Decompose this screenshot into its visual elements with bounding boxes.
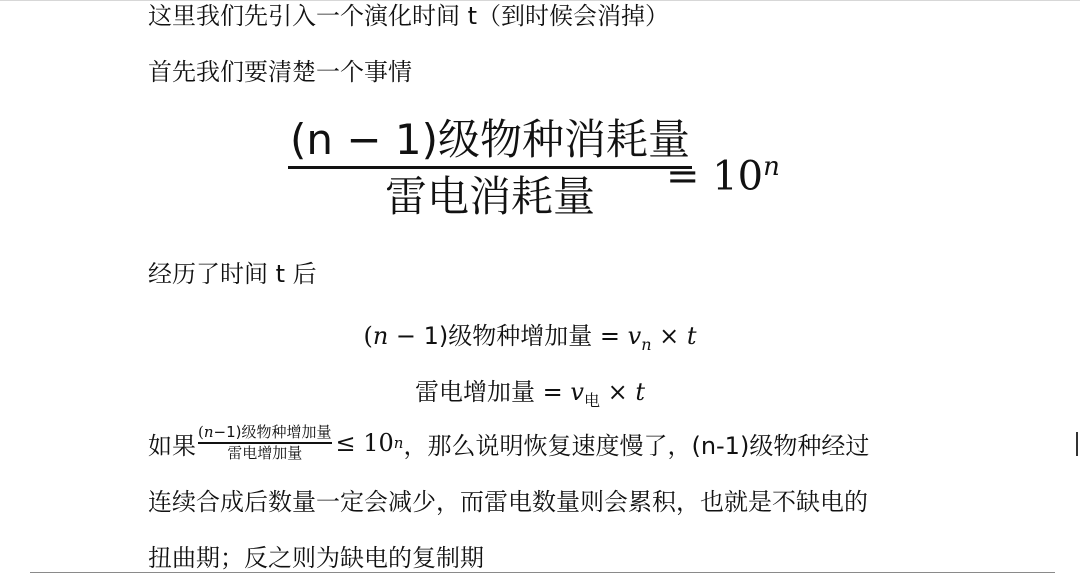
power-base: 10 <box>712 153 764 200</box>
conclusion-paragraph: 扭曲期；反之则为缺电的复制期 <box>148 544 484 572</box>
relation-exponent: n <box>393 434 404 452</box>
var-v-subscript: 电 <box>583 390 600 410</box>
numerator-text: −1)级物种增加量 <box>213 423 332 441</box>
condition-suffix: ，那么说明恢复速度慢了，(n-1)级物种经过 <box>403 431 870 460</box>
var-v-subscript: n <box>641 334 652 354</box>
thunder-increase-label: 雷电增加量 = <box>415 378 571 406</box>
equals-sign: = <box>666 153 713 200</box>
var-n: n <box>203 423 214 441</box>
var-n: n <box>372 322 389 350</box>
main-fraction-denominator: 雷电消耗量 <box>385 172 596 222</box>
var-v: v <box>627 322 642 350</box>
times-sign: × <box>651 322 687 350</box>
main-fraction <box>288 115 692 222</box>
var-t: t <box>635 378 645 406</box>
top-divider <box>0 0 1080 1</box>
text-cursor <box>1076 432 1078 456</box>
condition-paragraph <box>148 424 869 462</box>
bottom-divider <box>30 572 1055 573</box>
inline-fraction <box>198 424 332 462</box>
premise-paragraph: 首先我们要清楚一个事情 <box>148 58 412 86</box>
inline-fraction-numerator <box>198 424 332 441</box>
var-v: v <box>570 378 584 406</box>
thunder-increase-equation <box>0 372 1060 411</box>
var-t: t <box>686 322 697 350</box>
times-sign: × <box>599 378 636 406</box>
main-fraction-numerator: (n − 1)级物种消耗量 <box>290 115 691 164</box>
main-equation-rhs <box>666 152 780 199</box>
species-increase-equation <box>0 316 1060 354</box>
intro-paragraph: 这里我们先引入一个演化时间 t（到时候会消掉） <box>148 2 670 30</box>
power-exponent: n <box>763 152 780 182</box>
species-increase-label: − 1)级物种增加量 = <box>388 322 628 350</box>
main-equation <box>288 115 780 222</box>
inline-fraction-denominator: 雷电增加量 <box>227 443 303 462</box>
paren-open: ( <box>198 423 204 441</box>
after-time-paragraph: 经历了时间 t 后 <box>148 260 317 288</box>
paren-open: ( <box>363 322 373 350</box>
condition-prefix: 如果 <box>148 431 196 460</box>
relation-text: ≤ 10 <box>335 429 394 457</box>
continuation-paragraph: 连续合成后数量一定会减少，而雷电数量则会累积，也就是不缺电的 <box>148 488 868 516</box>
